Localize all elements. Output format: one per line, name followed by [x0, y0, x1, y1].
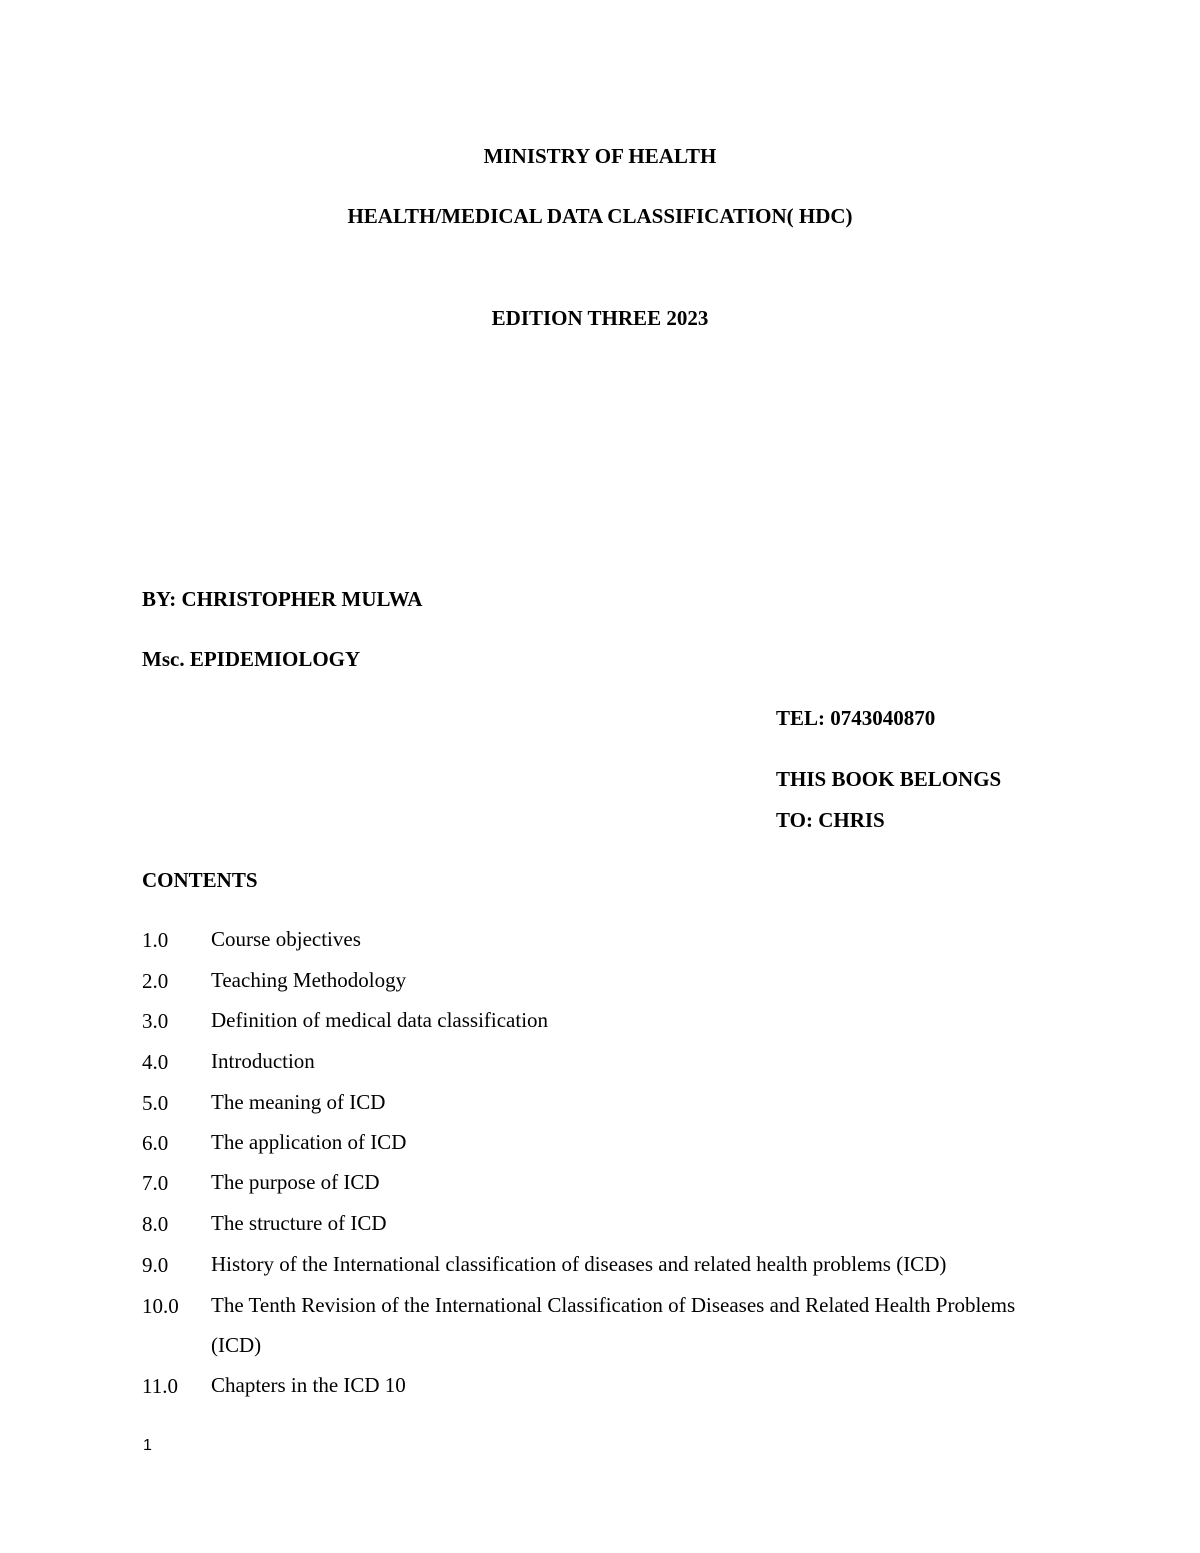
document-title: HEALTH/MEDICAL DATA CLASSIFICATION( HDC) — [347, 204, 853, 228]
toc-item-number: 10.0 — [142, 1294, 179, 1318]
ownership-line-2: TO: CHRIS — [776, 808, 885, 832]
toc-item-title: The application of ICD — [211, 1130, 407, 1154]
toc-item-title: The purpose of ICD — [211, 1170, 380, 1194]
ownership-line-1: THIS BOOK BELONGS — [776, 767, 1002, 791]
toc-item-number: 3.0 — [142, 1009, 169, 1033]
telephone-line: TEL: 0743040870 — [776, 706, 936, 730]
toc-item-title: Course objectives — [211, 927, 361, 951]
toc-item-title: The meaning of ICD — [211, 1090, 386, 1114]
edition-line: EDITION THREE 2023 — [491, 306, 709, 330]
contents-heading: CONTENTS — [142, 868, 258, 892]
toc-item-number: 1.0 — [142, 928, 169, 952]
toc-item-title: Chapters in the ICD 10 — [211, 1373, 406, 1397]
page-number: 1 — [143, 1437, 152, 1454]
toc-item-number: 9.0 — [142, 1253, 169, 1277]
toc-item-number: 5.0 — [142, 1091, 169, 1115]
toc-item-title: Teaching Methodology — [211, 968, 407, 992]
ministry-heading: MINISTRY OF HEALTH — [483, 144, 717, 168]
toc-item-title: The Tenth Revision of the International Classification of Diseases and Related Health Problems (ICD) — [211, 1293, 1016, 1357]
toc-item-number: 4.0 — [142, 1050, 169, 1074]
toc-item-number: 11.0 — [142, 1374, 178, 1398]
toc-item-number: 8.0 — [142, 1212, 169, 1236]
toc-item-number: 2.0 — [142, 969, 169, 993]
qualification-line: Msc. EPIDEMIOLOGY — [142, 647, 361, 671]
toc-item-number: 6.0 — [142, 1131, 169, 1155]
toc-item-title: Introduction — [211, 1049, 315, 1073]
toc-item-number: 7.0 — [142, 1171, 169, 1195]
toc-item-title: Definition of medical data classification — [211, 1008, 549, 1032]
toc-item-title: The structure of ICD — [211, 1211, 387, 1235]
toc-item-title: History of the International classification of diseases and related health problems (ICD) — [211, 1252, 947, 1276]
author-line: BY: CHRISTOPHER MULWA — [142, 587, 423, 611]
